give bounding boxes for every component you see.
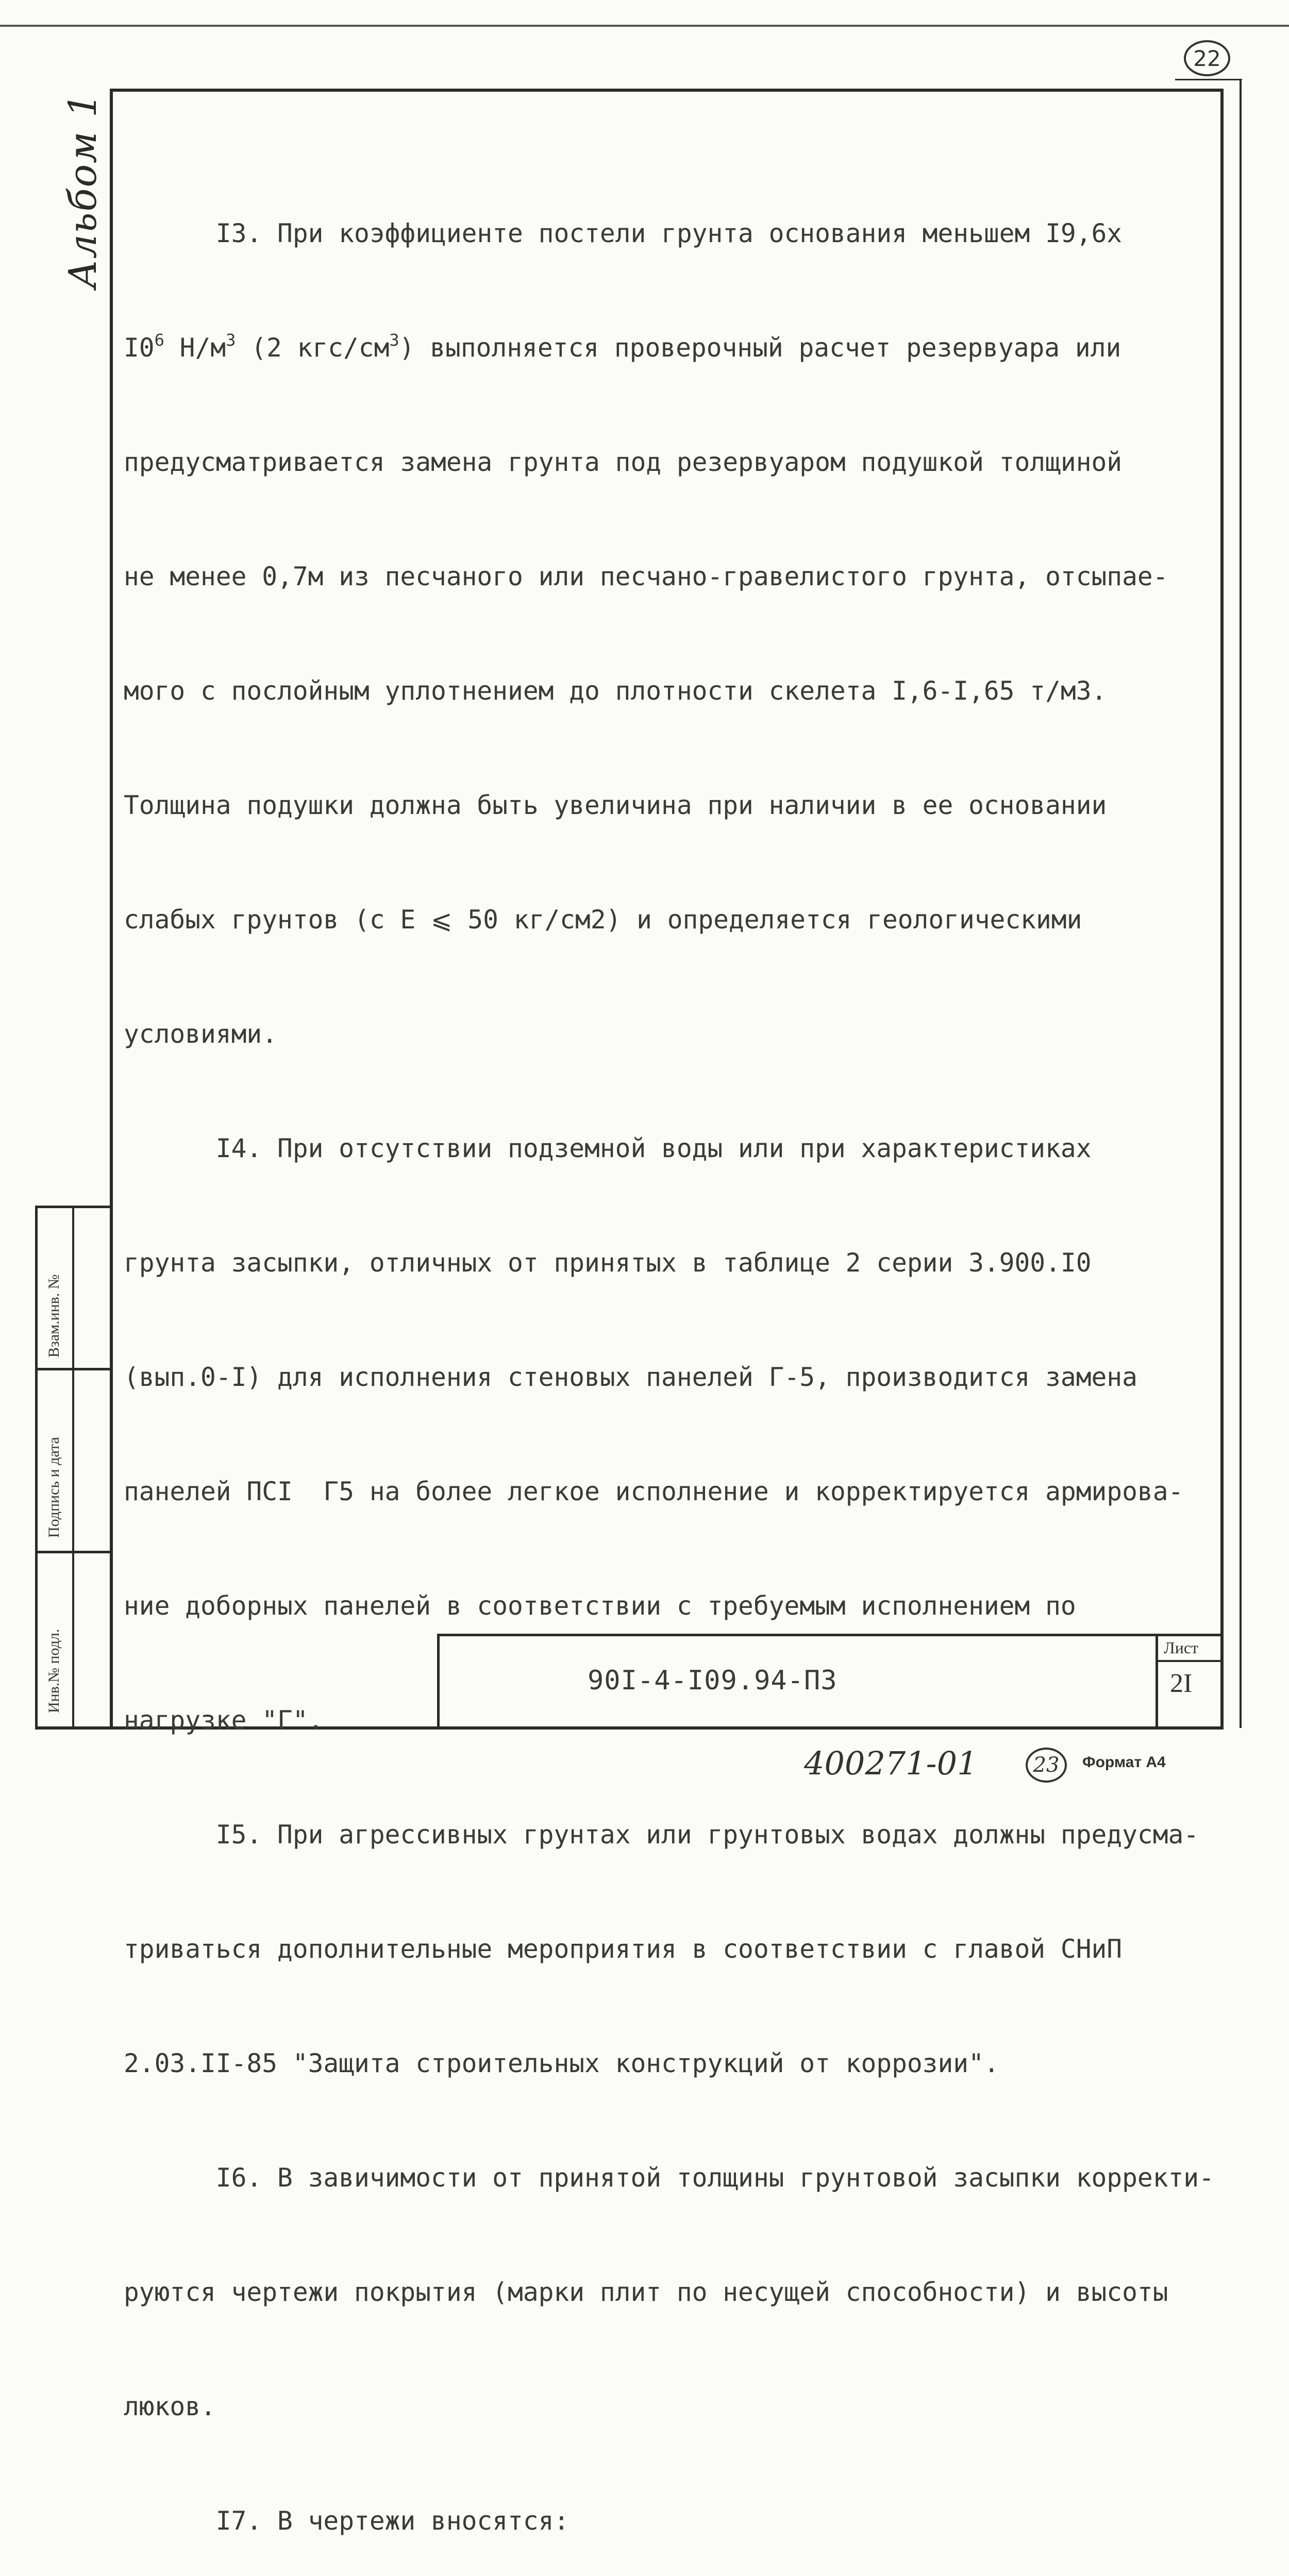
side-label-vzam: Взам.инв. № [45, 1274, 62, 1358]
sheet-label: Лист [1164, 1638, 1199, 1657]
circled-number: 23 [1026, 1748, 1067, 1783]
body-line: руются чертежи покрытия (марки плит по несущей способности) и высоты [124, 2277, 1168, 2307]
frame-right [1220, 89, 1224, 1728]
body-line: (вып.0-I) для исполнения стеновых панелей Г-5, производится замена [124, 1362, 1137, 1392]
side-label-podpis: Подпись и дата [45, 1437, 62, 1538]
body-text [124, 138, 1214, 2576]
handwritten-number: 400271-01 [804, 1744, 978, 1782]
body-line: слабых грунтов (с Е ⩽ 50 кг/см2) и определяется геологическими [124, 905, 1082, 935]
body-line: условиями. [124, 1019, 278, 1049]
body-line: мого с послойным уплотнением до плотности скелета I,6-I,65 т/м3. [124, 676, 1107, 706]
side-panel-left [35, 1206, 38, 1728]
page-number-circle: 22 [1184, 40, 1230, 76]
body-line: ние доборных панелей в соответствии с требуемым исполнением по [124, 1591, 1076, 1621]
body-line: I5. При агрессивных грунтах или грунтовых водах должны предусма- [124, 1820, 1199, 1850]
body-line: 2.03.II-85 "Защита строительных конструкций от коррозии". [124, 2048, 999, 2078]
side-label-inv: Инв.№ подл. [45, 1629, 62, 1713]
top-rule [0, 25, 1289, 27]
format-label: Формат А4 [1082, 1754, 1166, 1771]
frame-right-outer [1240, 79, 1242, 1728]
frame-top-outer [1175, 79, 1242, 80]
body-line: грунта засыпки, отличных от принятых в таблице 2 серии 3.900.I0 [124, 1248, 1092, 1278]
body-line-formula: $I0^6$ $Н/м^3$ (2 кгс/$см^3$) выполняется проверочный расчет резервуара или [124, 330, 1121, 363]
document-code: 90I-4-I09.94-ПЗ [588, 1665, 838, 1696]
body-line: нагрузке "Г". [124, 1705, 324, 1735]
body-line: люков. [124, 2392, 216, 2421]
body-line: I3. При коэффициенте постели грунта основания меньшем I9,6х [124, 218, 1123, 248]
body-line: не менее 0,7м из песчаного или песчано-гравелистого грунта, отсыпае- [124, 562, 1168, 591]
body-line: I7. В чертежи вносятся: [124, 2506, 570, 2536]
body-line: триваться дополнительные мероприятия в соответствии с главой СНиП [124, 1934, 1123, 1964]
album-label: Альбом 1 [61, 92, 105, 289]
frame-top [110, 89, 1224, 92]
body-line: Толщина подушки должна быть увеличина при наличии в ее основании [124, 790, 1107, 820]
body-line: предусматривается замена грунта под резервуаром подушкой толщиной [124, 447, 1123, 477]
body-line: I6. В завичимости от принятой толщины грунтовой засыпки корректи- [124, 2163, 1214, 2193]
body-line: I4. При отсутствии подземной воды или при характеристиках [124, 1133, 1092, 1163]
frame-left [110, 89, 113, 1728]
body-line: панелей ПСI Г5 на более легкое исполнение и корректируется армирова- [124, 1477, 1184, 1506]
sheet-number: 2I [1170, 1669, 1193, 1698]
side-panel-mid [72, 1206, 74, 1728]
